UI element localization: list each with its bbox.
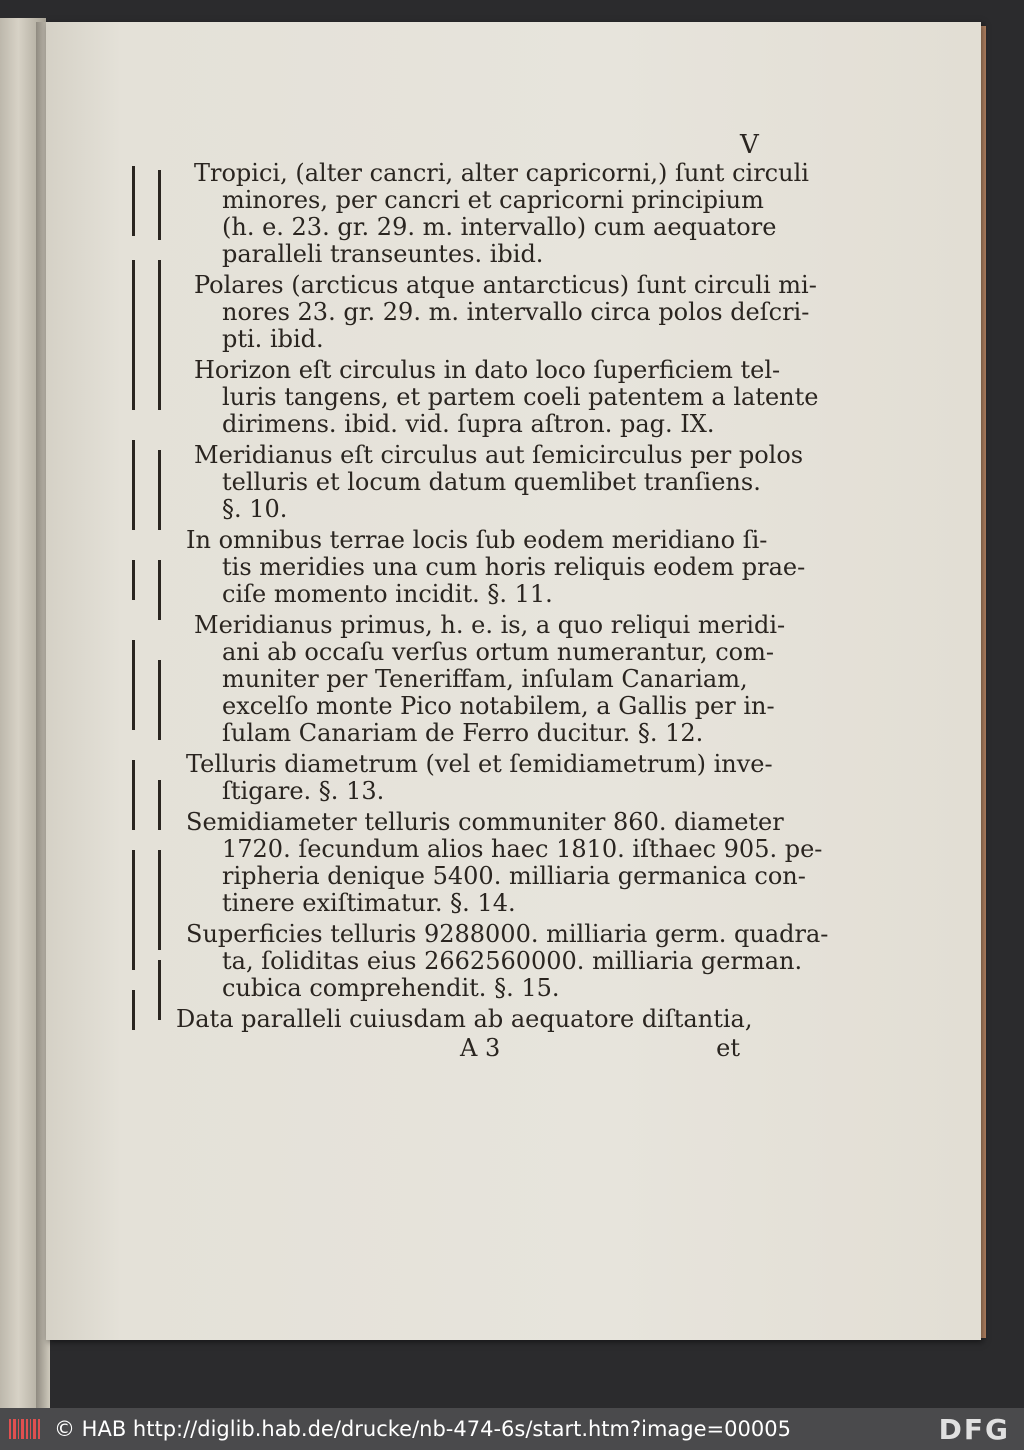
margin-rule xyxy=(158,850,161,950)
entry-horizon xyxy=(176,356,819,438)
entry-semidiameter xyxy=(176,808,823,917)
text-line: ſtigare. §. 13. xyxy=(222,777,385,805)
margin-rule xyxy=(158,170,161,240)
margin-rule xyxy=(132,760,135,830)
text-line: luris tangens, et partem coeli patentem a latente xyxy=(222,383,819,411)
text-line: Telluris diametrum (vel et ſemidiametrum) inve- xyxy=(186,750,773,778)
margin-rule xyxy=(132,260,135,410)
text-line: ſulam Canariam de Ferro ducitur. §. 12. xyxy=(222,719,704,747)
entry-data-paralleli xyxy=(176,1006,756,1033)
dfg-logo: DFG xyxy=(938,1412,1010,1446)
text-line: ripheria denique 5400. milliaria germanica con- xyxy=(222,862,806,890)
margin-rule xyxy=(158,260,161,410)
text-line: Semidiameter telluris communiter 860. diameter xyxy=(186,808,784,836)
text-line: cubica comprehendit. §. 15. xyxy=(222,974,560,1002)
text-line: nores 23. gr. 29. m. intervallo circa polos deſcri- xyxy=(222,298,810,326)
text-line: 1720. ſecundum alios haec 1810. iſthaec 905. pe- xyxy=(222,835,823,863)
entry-telluris-diametrum xyxy=(176,750,773,805)
page-number: V xyxy=(740,130,759,160)
text-line: ta, ſoliditas eius 2662560000. milliaria german. xyxy=(222,947,803,975)
margin-rule xyxy=(132,440,135,530)
margin-rule xyxy=(158,450,161,530)
text-line: dirimens. ibid. vid. ſupra aſtron. pag. IX. xyxy=(222,410,715,438)
entry-tropici xyxy=(176,159,809,268)
text-line: paralleli transeuntes. ibid. xyxy=(222,240,544,268)
signature-mark: A 3 xyxy=(460,1034,501,1062)
text-line: In omnibus terrae locis ſub eodem meridiano ſi- xyxy=(186,526,768,554)
text-line: Tropici, (alter cancri, alter capricorni,) ſunt circuli xyxy=(194,159,809,187)
entry-superficies xyxy=(176,920,829,1002)
entry-meridianus xyxy=(176,441,804,523)
footer-url-text[interactable]: © HAB http://diglib.hab.de/drucke/nb-474-6s/start.htm?image=00005 xyxy=(54,1417,791,1441)
margin-rule xyxy=(132,850,135,970)
margin-rules xyxy=(110,160,170,1040)
text-block xyxy=(176,159,829,1037)
margin-rule xyxy=(158,960,161,1020)
margin-rule xyxy=(132,640,135,730)
text-line: ani ab occaſu verſus ortum numerantur, com- xyxy=(222,638,774,666)
text-line: pti. ibid. xyxy=(222,325,324,353)
margin-rule xyxy=(158,660,161,740)
entry-polares xyxy=(176,271,817,353)
text-line: ciſe momento incidit. §. 11. xyxy=(222,580,553,608)
text-line: Meridianus primus, h. e. is, a quo reliqui meridi- xyxy=(194,611,786,639)
text-line: telluris et locum datum quemlibet tranſiens. xyxy=(222,468,761,496)
text-line: tinere exiſtimatur. §. 14. xyxy=(222,889,516,917)
entry-in-omnibus xyxy=(176,526,806,608)
margin-rule xyxy=(158,780,161,830)
text-line: Data paralleli cuiusdam ab aequatore diſtantia, xyxy=(176,1005,753,1033)
text-line: tis meridies una cum horis reliquis eodem prae- xyxy=(222,553,806,581)
text-line: (h. e. 23. gr. 29. m. intervallo) cum aequatore xyxy=(222,213,777,241)
text-line: Meridianus eſt circulus aut ſemicirculus per polos xyxy=(194,441,804,469)
margin-rule xyxy=(158,560,161,620)
text-line: muniter per Teneriffam, inſulam Canariam, xyxy=(222,665,748,693)
text-line: §. 10. xyxy=(222,495,288,523)
hab-barcode-icon xyxy=(8,1416,42,1442)
margin-rule xyxy=(132,166,135,236)
viewer-footer xyxy=(0,1408,1024,1450)
margin-rule xyxy=(132,560,135,600)
catchword: et xyxy=(716,1034,740,1062)
text-line: Superficies telluris 9288000. milliaria germ. quadra- xyxy=(186,920,829,948)
margin-rule xyxy=(132,990,135,1030)
text-line: excelſo monte Pico notabilem, a Gallis per in- xyxy=(222,692,775,720)
text-line: Polares (arcticus atque antarcticus) ſunt circuli mi- xyxy=(194,271,817,299)
entry-meridianus-primus xyxy=(176,611,786,747)
text-line: minores, per cancri et capricorni principium xyxy=(222,186,764,214)
text-line: Horizon eſt circulus in dato loco ſuperficiem tel- xyxy=(194,356,781,384)
